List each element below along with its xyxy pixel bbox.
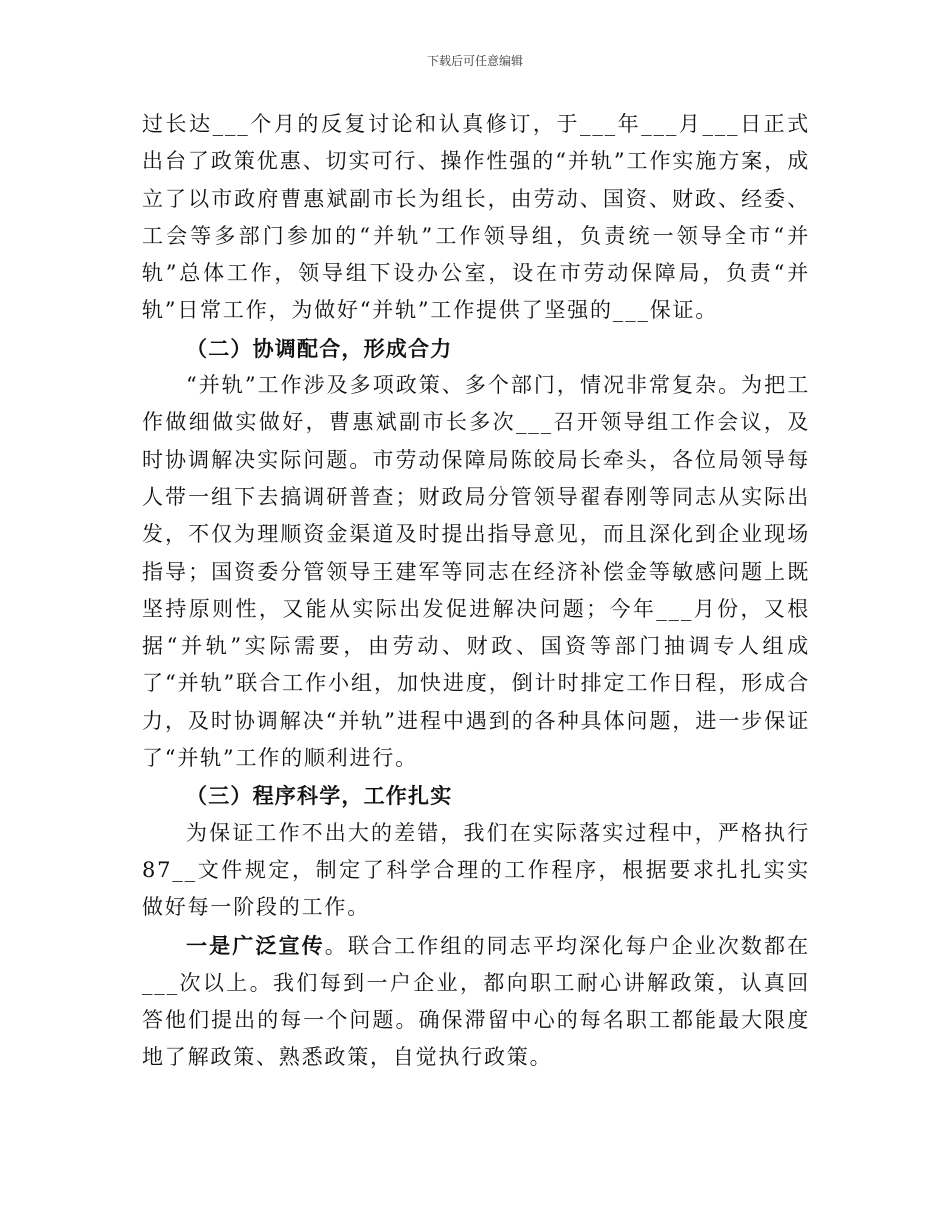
- paragraph-3: 为保证工作不出大的差错，我们在实际落实过程中，严格执行87__文件规定，制定了科学合理的工作程序，根据要求扎扎实实做好每一阶段的工作。: [142, 820, 810, 920]
- paragraph-1: 过长达___个月的反复讨论和认真修订，于___年___月___日正式出台了政策优惠、切实可行、操作性强的“并轨”工作实施方案，成立了以市政府曹惠斌副市长为组长，由劳动、国资、财政、经委、工会等多部门参加的“并轨”工作领导组，负责统一领导全市“并轨”总体工作，领导组下设办公室，设在市劳动保障局，负责“并轨”日常工作，为做好“并轨”工作提供了坚强的___保证。: [142, 112, 810, 323]
- paragraph-4-text: 。联合工作组的同志平均深化每户企业次数都在___次以上。我们每到一户企业，都向职工耐心讲解政策，认真回答他们提出的每一个问题。确保滞留中心的每名职工都能最大限度地了解政策、熟悉政策，自觉执行政策。: [142, 933, 810, 1070]
- paragraph-2: “并轨”工作涉及多项政策、多个部门，情况非常复杂。为把工作做细做实做好，曹惠斌副市长多次___召开领导组工作会议，及时协调解决实际问题。市劳动保障局陈皎局长牵头，各位局领导每人带一组下去搞调研普查；财政局分管领导翟春刚等同志从实际出发，不仅为理顺资金渠道及时提出指导意见，而且深化到企业现场指导；国资委分管领导王建军等同志在经济补偿金等敏感问题上既坚持原则性，又能从实际出发促进解决问题；今年___月份，又根据“并轨”实际需要，由劳动、财政、国资等部门抽调专人组成了“并轨”联合工作小组，加快进度，倒计时排定工作日程，形成合力，及时协调解决“并轨”进程中遇到的各种具体问题，进一步保证了“并轨”工作的顺利进行。: [142, 373, 810, 771]
- document-body: [142, 106, 810, 1077]
- paragraph-4-lead: 一是广泛宣传: [186, 932, 325, 958]
- section-heading-3: （三）程序科学，工作扎实: [186, 783, 453, 809]
- paragraph-4: [142, 927, 810, 1077]
- section-heading-2: （二）协调配合，形成合力: [186, 335, 453, 361]
- page-header: 下载后可任意编辑: [426, 54, 523, 68]
